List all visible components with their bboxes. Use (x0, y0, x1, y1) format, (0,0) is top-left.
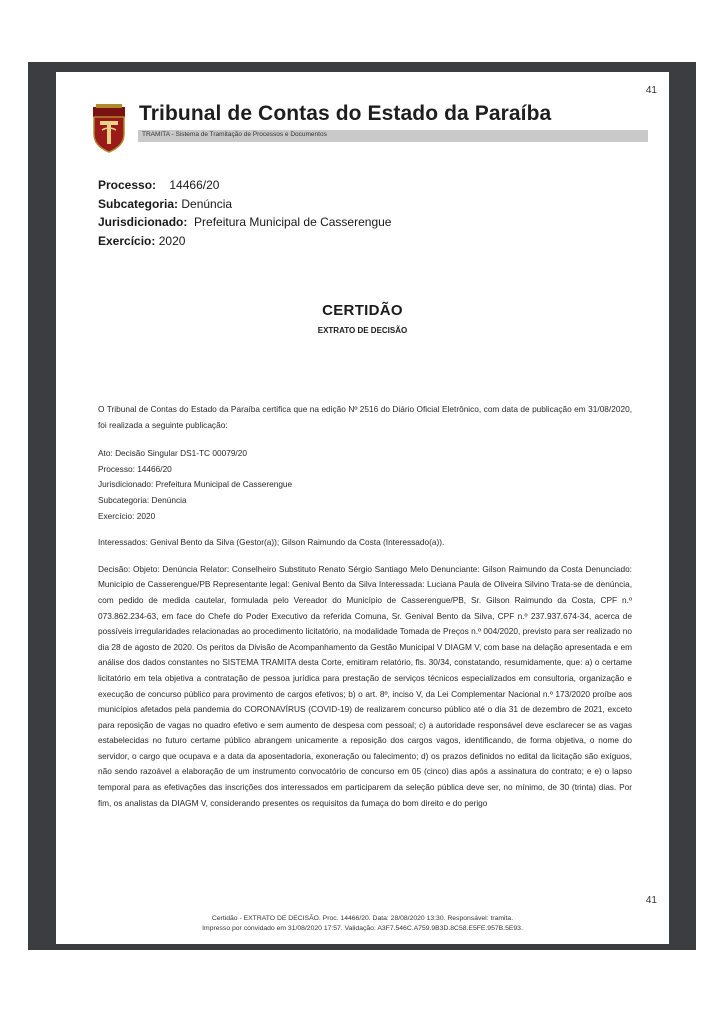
page-footer (56, 914, 669, 934)
intro-paragraph: O Tribunal de Contas do Estado da Paraíba certifica que na edição Nº 2516 do Diário Oficial Eletrônico, com data de publicação em 31/08/2020, foi realizada a seguinte publicação: (98, 404, 632, 430)
page-number-top: 41 (645, 85, 657, 96)
ato-line: Ato: Decisão Singular DS1-TC 00079/20 (98, 448, 247, 459)
jurisdicionado-line: Jurisdicionado: Prefeitura Municipal de Casserengue (98, 479, 293, 490)
document-title: CERTIDÃO (322, 302, 403, 319)
meta-subcategoria: Subcategoria: Denúncia (98, 196, 233, 211)
system-subtitle: TRAMITA - Sistema de Tramitação de Processos e Documentos (142, 131, 327, 138)
footer-line-2: Impresso por convidado em 31/08/2020 17:57. Validação: A3F7.546C.A759.9B3D.8C58.E5FE.957B.5E93. (202, 925, 523, 932)
document-body (98, 402, 632, 811)
meta-processo: Processo: 14466/20 (98, 178, 220, 192)
document-subtitle: EXTRATO DE DECISÃO (317, 326, 408, 335)
decisao-paragraph: Decisão: Objeto: Denúncia Relator: Conselheiro Substituto Renato Sérgio Santiago Melo Denunciante: Gilson Raimundo da Costa Denunciado: Município de Casserengue/PB Representante legal: Genival Bento da Silva Interessada: Luciana Paula de Oliveira Silvino Trata-se de denúncia, com pedido de medida cautelar, formulada pelo Vereador do Município de Casserengue/PB, Sr. Gilson Raimundo da Costa, CPF n.º 073.862.234-63, em face do Chefe do Poder Executivo da referida Comuna, Sr. Genival Bento da Silva, CPF n.º 237.937.674-34, acerca de possíveis irregularidades relacionadas ao procedimento licitatório, na modalidade Tomada de Preços n.º 004/2020, previsto para ser realizado no dia 28 de agosto de 2020. Os peritos da Divisão de Acompanhamento da Gestão Municipal V DIAGM V, com base na delação apresentada e em análise dos dados constantes no SISTEMA TRAMITA desta Corte, emitiram relatório, fls. 30/34, constatando, resumidamente, que: a) o certame licitatório em tela objetiva a contratação de pessoa jurídica para prestação de serviços técnicos especializados em consultoria, organização e execução de concurso público para provimento de cargos efetivos; b) o art. 8º, inciso V, da Lei Complementar Nacional n.º 173/2020 proíbe aos municípios afetados pela pandemia do CORONAVÍRUS (COVID-19) de realizarem concurso público até o dia 31 de dezembro de 2021, exceto para reposição de vagas no quadro efetivo e sem aumento de despesa com pessoal; c) a autoridade responsável deve esclarecer se as vagas estabelecidas no futuro certame público abrangem unicamente a reposição dos cargos vagos, identificando, de forma objetiva, o nome do servidor, o cargo que ocupava e a data da aposentadoria, exoneração ou falecimento; d) os prazos definidos no edital da licitação são exíguos, não sendo razoável a elaboração de um instrumento convocatório de concurso em 05 (cinco) dias após a assinatura do contrato; e e) o lapso temporal para as efetivações das inscrições dos interessados em participarem da seleção pública deve ser, no mínimo, de 30 (trinta) dias. Por fim, os analistas da DIAGM V, considerando presentes os requisitos da fumaça do bom direito e do perigo (98, 563, 632, 808)
meta-exercicio: Exercício: 2020 (98, 233, 186, 248)
tribunal-crest-icon (92, 104, 126, 154)
process-metadata (98, 176, 391, 250)
document-page (56, 72, 669, 944)
subcategoria-line: Subcategoria: Denúncia (98, 494, 187, 505)
page-number-bottom: 41 (645, 895, 657, 906)
processo-line: Processo: 14466/20 (98, 463, 172, 474)
interessados-line: Interessados: Genival Bento da Silva (Gestor(a)); Gilson Raimundo da Costa (Interessado(a)). (98, 537, 445, 548)
exercicio-line: Exercício: 2020 (98, 510, 156, 521)
meta-jurisdicionado: Jurisdicionado: Prefeitura Municipal de Casserengue (98, 215, 392, 229)
footer-line-1: Certidão - EXTRATO DE DECISÃO. Proc. 14466/20. Data: 28/08/2020 13:30. Responsável: tramita. (211, 915, 514, 922)
organization-title: Tribunal de Contas do Estado da Paraíba (139, 102, 552, 125)
